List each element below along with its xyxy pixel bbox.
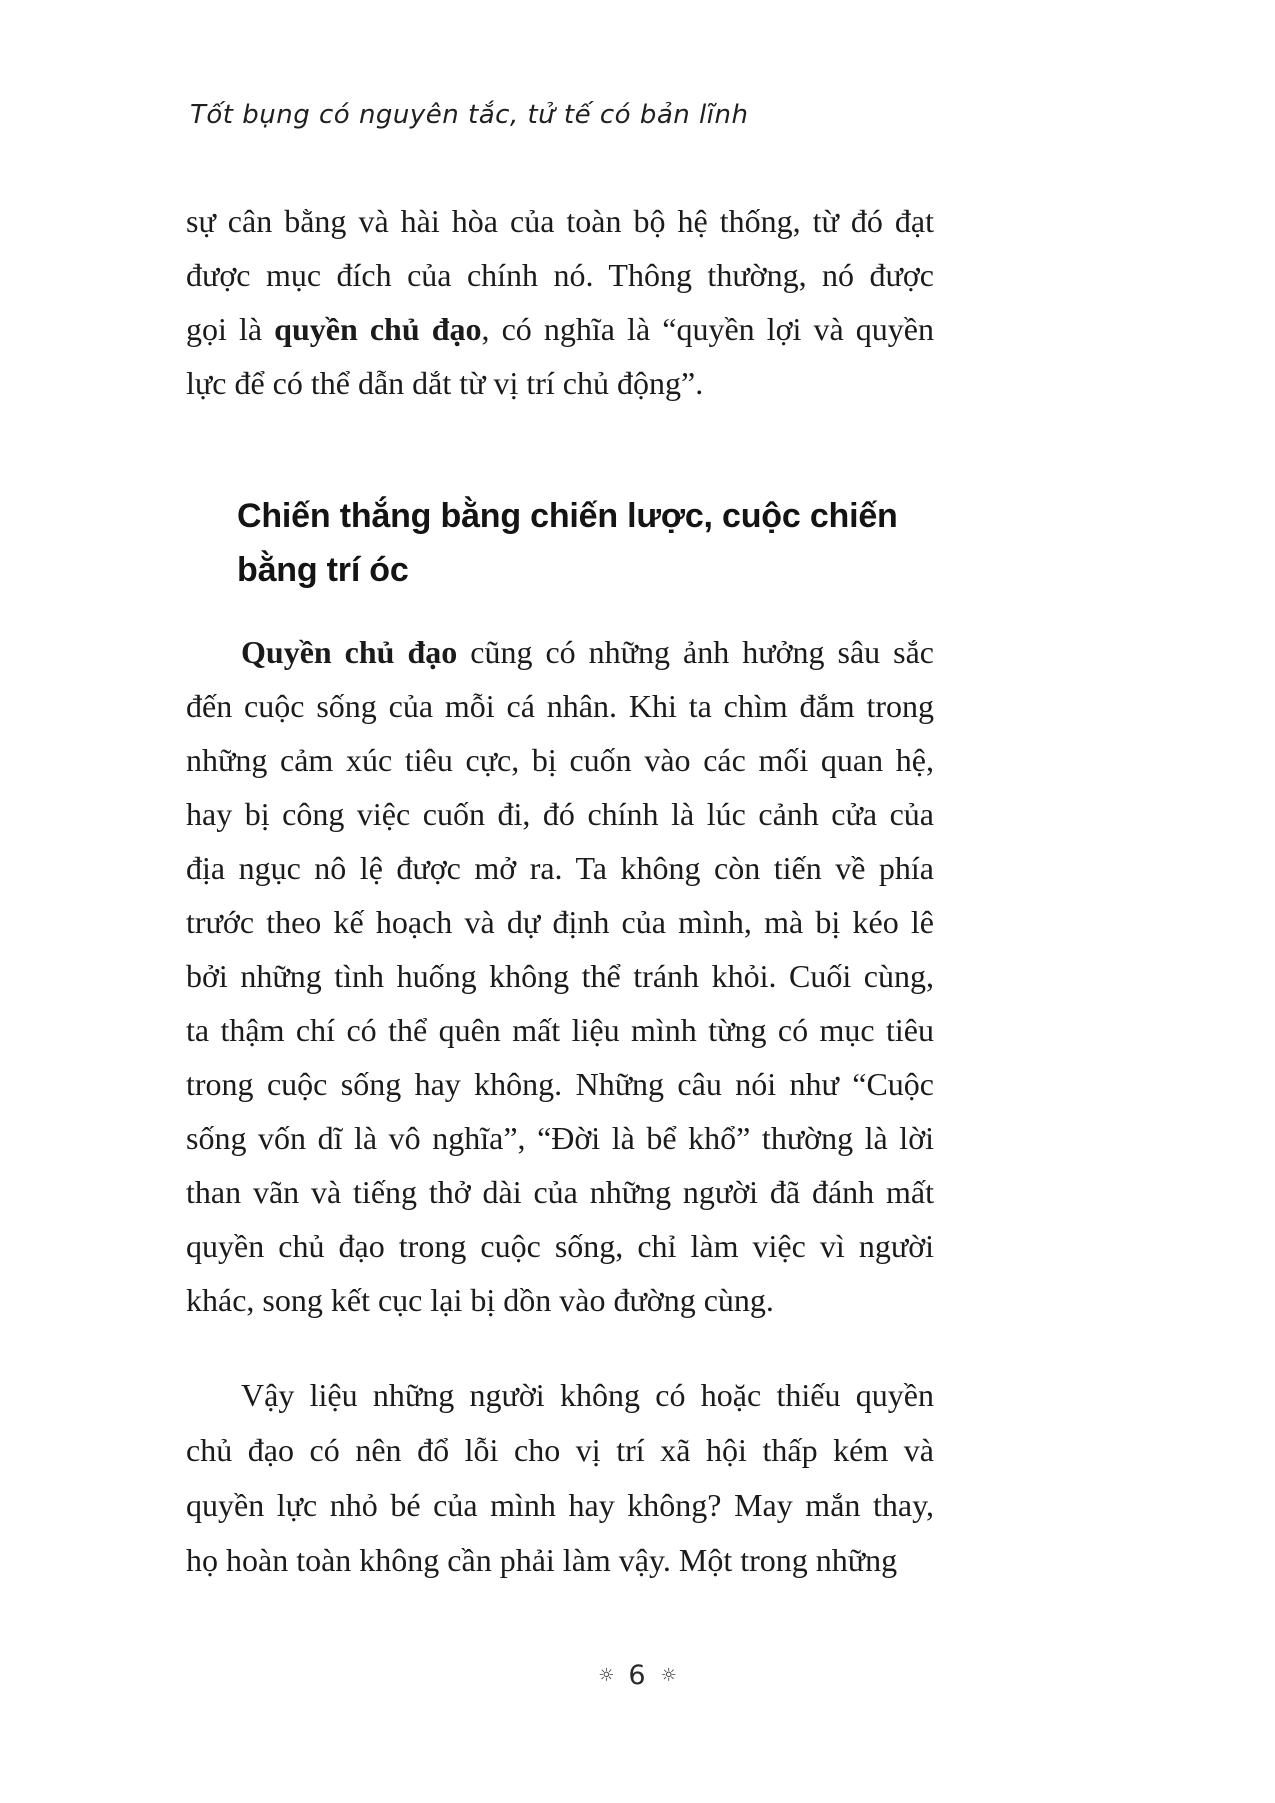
text-line [186, 356, 934, 410]
heading-line: Chiến thắng bằng chiến lược, cuộc chiến [237, 497, 898, 535]
text-line [186, 1368, 934, 1423]
text-line [186, 949, 934, 1003]
text-line [186, 302, 934, 356]
text-segment: họ hoàn toàn không cần phải làm vậy. Một trong những [186, 1542, 898, 1578]
text-line [186, 1003, 934, 1057]
text-segment: than vãn và tiếng thở dài của những người đã đánh mất [186, 1174, 934, 1210]
text-line [186, 1478, 934, 1533]
text-segment: được mục đích của chính nó. Thông thường, nó được [186, 257, 934, 293]
text-segment: quyền chủ đạo trong cuộc sống, chỉ làm việc vì người [186, 1228, 934, 1264]
text-segment: lực để có thể dẫn dắt từ vị trí chủ động”. [186, 365, 704, 401]
heading-line: bằng trí óc [237, 551, 409, 589]
text-segment: ta thậm chí có thể quên mất liệu mình từng có mục tiêu [186, 1012, 934, 1048]
text-line [186, 1423, 934, 1478]
text-line [186, 1057, 934, 1111]
text-segment: hay bị công việc cuốn đi, đó chính là lúc cảnh cửa của [186, 796, 934, 832]
text-line [186, 194, 934, 248]
text-segment: Vậy liệu những người không có hoặc thiếu quyền [241, 1377, 934, 1413]
page-number: 6 [628, 1660, 647, 1691]
text-segment: những cảm xúc tiêu cực, bị cuốn vào các mối quan hệ, [186, 742, 934, 778]
text-line [186, 1219, 934, 1273]
footer-ornament-right-icon: ☼ [660, 1665, 677, 1686]
text-segment: đến cuộc sống của mỗi cá nhân. Khi ta chìm đắm trong [186, 688, 934, 724]
running-header: Tốt bụng có nguyên tắc, tử tế có bản lĩnh [190, 100, 749, 130]
page-footer [0, 1660, 1275, 1691]
text-line [186, 1165, 934, 1219]
text-segment: sự cân bằng và hài hòa của toàn bộ hệ thống, từ đó đạt [186, 203, 934, 239]
text-line [186, 625, 934, 679]
bold-text-segment: quyền chủ đạo [274, 311, 482, 347]
text-segment: địa ngục nô lệ được mở ra. Ta không còn tiến về phía [186, 850, 934, 886]
text-line [186, 733, 934, 787]
text-line [186, 679, 934, 733]
text-line [186, 248, 934, 302]
bold-text-segment: Quyền chủ đạo [241, 634, 458, 670]
text-segment: bởi những tình huống không thể tránh khỏi. Cuối cùng, [186, 958, 934, 994]
text-line [186, 1111, 934, 1165]
text-line [186, 787, 934, 841]
text-segment: sống vốn dĩ là vô nghĩa”, “Đời là bể khổ” thường là lời [186, 1120, 934, 1156]
text-segment: khác, song kết cục lại bị dồn vào đường cùng. [186, 1282, 774, 1318]
text-segment: trong cuộc sống hay không. Những câu nói như “Cuộc [186, 1066, 934, 1102]
text-segment: cũng có những ảnh hưởng sâu sắc [457, 634, 935, 670]
section-heading [237, 489, 967, 597]
paragraph-main [186, 625, 934, 1327]
text-line [186, 1533, 934, 1588]
text-line [186, 841, 934, 895]
text-line [186, 1273, 934, 1327]
footer-ornament-left-icon: ☼ [598, 1665, 615, 1686]
paragraph-question [186, 1368, 934, 1588]
text-segment: chủ đạo có nên đổ lỗi cho vị trí xã hội thấp kém và [186, 1432, 934, 1468]
text-segment: gọi là [186, 311, 275, 347]
text-line [186, 895, 934, 949]
text-segment: quyền lực nhỏ bé của mình hay không? May mắn thay, [186, 1487, 934, 1523]
text-segment: , có nghĩa là “quyền lợi và quyền [481, 311, 935, 347]
paragraph-continued [186, 194, 934, 410]
text-segment: trước theo kế hoạch và dự định của mình, mà bị kéo lê [186, 904, 934, 940]
